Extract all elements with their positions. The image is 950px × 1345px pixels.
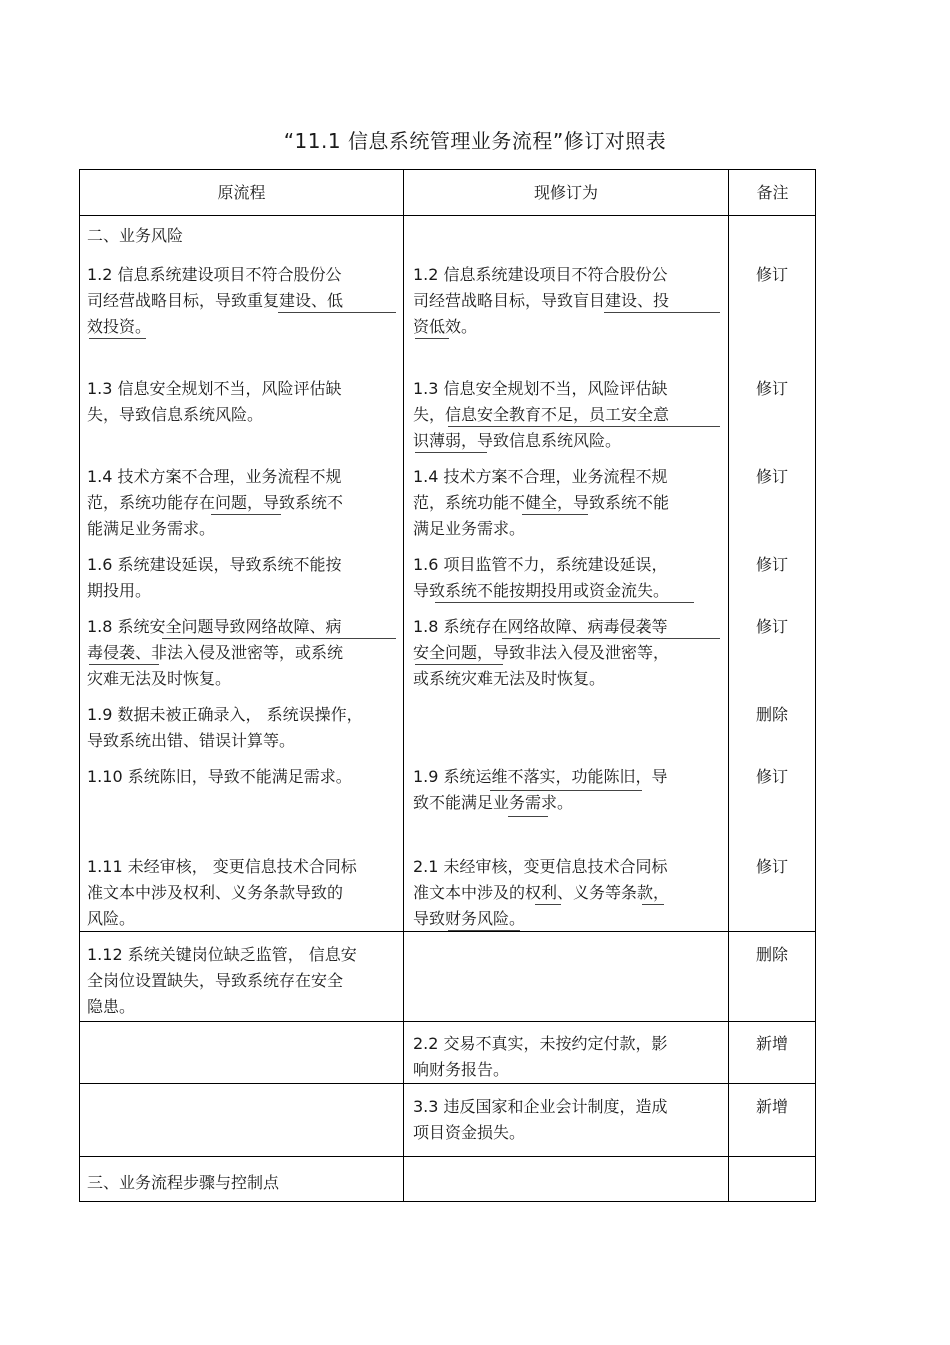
comparison-table (79, 169, 816, 1202)
revision-underline (522, 514, 588, 515)
revision-underline (415, 664, 503, 665)
header-note: 备注 (756, 183, 789, 202)
revised-cell: 1.2 信息系统建设项目不符合股份公 司经营战略目标，导致盲目建设、投 资低效。 (413, 265, 670, 336)
revised-cell: 2.2 交易不真实，未按约定付款，影 响财务报告。 (413, 1034, 668, 1079)
revision-underline (448, 426, 720, 427)
revision-underline (162, 638, 396, 639)
revised-cell: 1.6 项目监管不力，系统建设延误， 导致系统不能按期投用或资金流失。 (413, 555, 670, 600)
section-steps: 三、业务流程步骤与控制点 (87, 1173, 280, 1192)
note-cell: 修订 (755, 617, 788, 636)
note-cell: 修订 (755, 379, 788, 398)
revision-underline (642, 904, 664, 905)
revised-cell: 1.9 系统运维不落实，功能陈旧，导 致不能满足业务需求。 (413, 767, 668, 812)
row-divider (80, 1156, 816, 1157)
note-cell: 删除 (755, 945, 788, 964)
revised-cell: 1.4 技术方案不合理，业务流程不规 范，系统功能不健全，导致系统不能 满足业务需求。 (413, 467, 670, 538)
revision-underline (415, 338, 449, 339)
revised-cell: 1.8 系统存在网络故障、病毒侵袭等 安全问题，导致非法入侵及泄密等， 或系统灾难无法及时恢复。 (413, 617, 670, 688)
original-cell: 1.11 未经审核， 变更信息技术合同标 准文本中涉及权利、义务条款导致的 风险。 (87, 857, 357, 928)
revision-underline (89, 338, 146, 339)
revision-underline (508, 816, 548, 817)
note-cell: 修订 (755, 265, 788, 284)
revised-cell: 1.3 信息安全规划不当，风险评估缺 失，信息安全教育不足，员工安全意 识薄弱，导致信息系统风险。 (413, 379, 670, 450)
header-divider (80, 215, 816, 216)
header-original: 原流程 (217, 183, 266, 202)
note-cell: 新增 (755, 1034, 788, 1053)
revision-underline (435, 602, 694, 603)
revision-underline (278, 312, 396, 313)
note-cell: 删除 (755, 705, 788, 724)
original-cell: 1.8 系统安全问题导致网络故障、病 毒侵袭、非法入侵及泄密等，或系统 灾难无法及时恢复。 (87, 617, 344, 688)
revision-underline (211, 514, 281, 515)
row-divider (80, 1083, 816, 1084)
revision-underline (415, 452, 487, 453)
revised-cell: 3.3 违反国家和企业会计制度，造成 项目资金损失。 (413, 1097, 668, 1142)
original-cell: 1.2 信息系统建设项目不符合股份公 司经营战略目标，导致重复建设、低 效投资。 (87, 265, 344, 336)
revised-cell: 2.1 未经审核，变更信息技术合同标 准文本中涉及的权利、义务等条款， 导致财务风险。 (413, 857, 670, 928)
revision-underline (89, 664, 159, 665)
note-cell: 修订 (755, 767, 788, 786)
column-divider-1 (403, 170, 404, 1202)
note-cell: 修订 (755, 555, 788, 574)
section-risk: 二、业务风险 (87, 226, 184, 245)
revision-underline (490, 790, 642, 791)
header-revised: 现修订为 (533, 183, 598, 202)
note-cell: 新增 (755, 1097, 788, 1116)
original-cell: 1.10 系统陈旧，导致不能满足需求。 (87, 767, 352, 786)
page-title: “11.1 信息系统管理业务流程”修订对照表 (283, 129, 667, 153)
revision-underline (604, 312, 720, 313)
note-cell: 修订 (755, 467, 788, 486)
revision-underline (502, 638, 720, 639)
row-divider (80, 1021, 816, 1022)
original-cell: 1.12 系统关键岗位缺乏监管， 信息安 全岗位设置缺失，导致系统存在安全 隐患。 (87, 945, 357, 1016)
revision-underline (448, 930, 520, 931)
original-cell: 1.9 数据未被正确录入， 系统误操作， 导致系统出错、错误计算等。 (87, 705, 363, 750)
revision-underline (535, 904, 561, 905)
original-cell: 1.3 信息安全规划不当，风险评估缺 失，导致信息系统风险。 (87, 379, 342, 424)
original-cell: 1.4 技术方案不合理，业务流程不规 范，系统功能存在问题，导致系统不 能满足业务需求。 (87, 467, 344, 538)
note-cell: 修订 (755, 857, 788, 876)
original-cell: 1.6 系统建设延误，导致系统不能按 期投用。 (87, 555, 342, 600)
